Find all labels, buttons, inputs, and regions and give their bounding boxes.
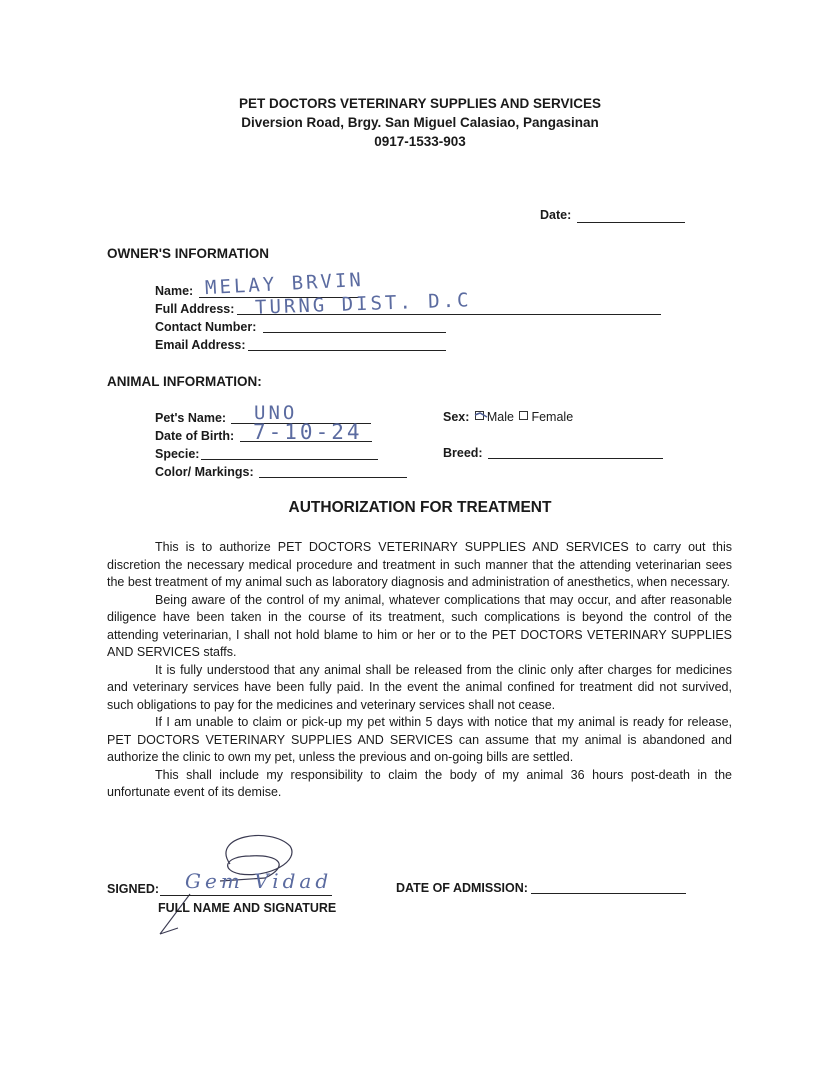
dob-handwritten: 7-10-24	[253, 420, 363, 444]
dob-label: Date of Birth:	[155, 429, 235, 443]
form-header	[0, 94, 833, 151]
male-option-label: Male	[486, 410, 514, 424]
color-markings-field[interactable]	[259, 477, 407, 478]
date-label: Date:	[540, 208, 572, 222]
owner-address-label: Full Address:	[155, 302, 235, 316]
owner-name-handwritten: MELAY BRVIN	[204, 268, 365, 300]
authorization-body	[107, 539, 732, 802]
owner-contact-field[interactable]	[263, 332, 446, 333]
male-checkbox[interactable]	[475, 411, 484, 420]
date-of-admission-field[interactable]	[531, 893, 686, 894]
specie-field[interactable]	[201, 459, 378, 460]
company-phone: 0917-1533-903	[374, 134, 466, 149]
check-mark-icon	[474, 409, 488, 419]
female-option-label: Female	[531, 410, 574, 424]
company-name: PET DOCTORS VETERINARY SUPPLIES AND SERVICES	[238, 96, 602, 111]
breed-field[interactable]	[488, 458, 663, 459]
authorization-paragraph: This shall include my responsibility to claim the body of my animal 36 hours post-death in the unfortunate event of its demise.	[107, 767, 732, 799]
authorization-paragraph: If I am unable to claim or pick-up my pet within 5 days with notice that my animal is ready for release, PET DOCTORS VETERINARY SUPPLIES AND SERVICES can assume that my animal is abandoned and authorize the clinic to own my pet, unless the previous and on-going bills are settled.	[107, 715, 732, 764]
sex-label: Sex:	[443, 410, 470, 424]
date-of-admission-label: DATE OF ADMISSION:	[396, 881, 528, 895]
owner-section-heading: OWNER'S INFORMATION	[107, 246, 269, 261]
authorization-paragraph: It is fully understood that any animal shall be released from the clinic only after charges for medicines and veterinary services have been fully paid. In the event the animal confined for treatment did not survived, such obligations to pay for the medicines and veterinary services shall not cease.	[107, 662, 732, 712]
signature-field[interactable]	[160, 895, 332, 896]
pet-name-handwritten: UNO	[254, 402, 298, 424]
signed-label: SIGNED:	[107, 882, 160, 896]
breed-label: Breed:	[443, 446, 483, 460]
authorization-paragraph: Being aware of the control of my animal, whatever complications that may occur, and after reasonable diligence have been taken in the course of its treatment, such complications is beyond the control of the attending veterinarian, I shall not hold blame to him or her or to the PET DOCTORS VETERINARY SUPPLIES AND SERVICES staffs.	[107, 592, 732, 659]
animal-section-heading: ANIMAL INFORMATION:	[107, 374, 262, 389]
authorization-title: AUTHORIZATION FOR TREATMENT	[288, 499, 552, 516]
authorization-paragraph: This is to authorize PET DOCTORS VETERINARY SUPPLIES AND SERVICES to carry out this discretion the necessary medical procedure and treatment in such manner that the attending veterinarian sees the best treatment of my animal such as laboratory diagnosis and administration of anesthetics, when necessary.	[107, 540, 732, 589]
owner-email-label: Email Address:	[155, 338, 246, 352]
owner-contact-label: Contact Number:	[155, 320, 257, 334]
female-checkbox[interactable]	[519, 411, 528, 420]
owner-email-field[interactable]	[248, 350, 446, 351]
signature-caption: FULL NAME AND SIGNATURE	[158, 901, 337, 915]
pet-name-label: Pet's Name:	[155, 411, 227, 425]
specie-label: Specie:	[155, 447, 200, 461]
owner-address-handwritten: TURNG DIST. D.C	[254, 289, 472, 319]
owner-name-label: Name:	[155, 284, 194, 298]
date-field[interactable]	[577, 222, 685, 223]
signature-handwritten: Gem Vidad	[185, 869, 333, 893]
sex-row	[443, 410, 573, 424]
color-markings-label: Color/ Markings:	[155, 465, 254, 479]
company-address: Diversion Road, Brgy. San Miguel Calasiao, Pangasinan	[241, 115, 599, 130]
